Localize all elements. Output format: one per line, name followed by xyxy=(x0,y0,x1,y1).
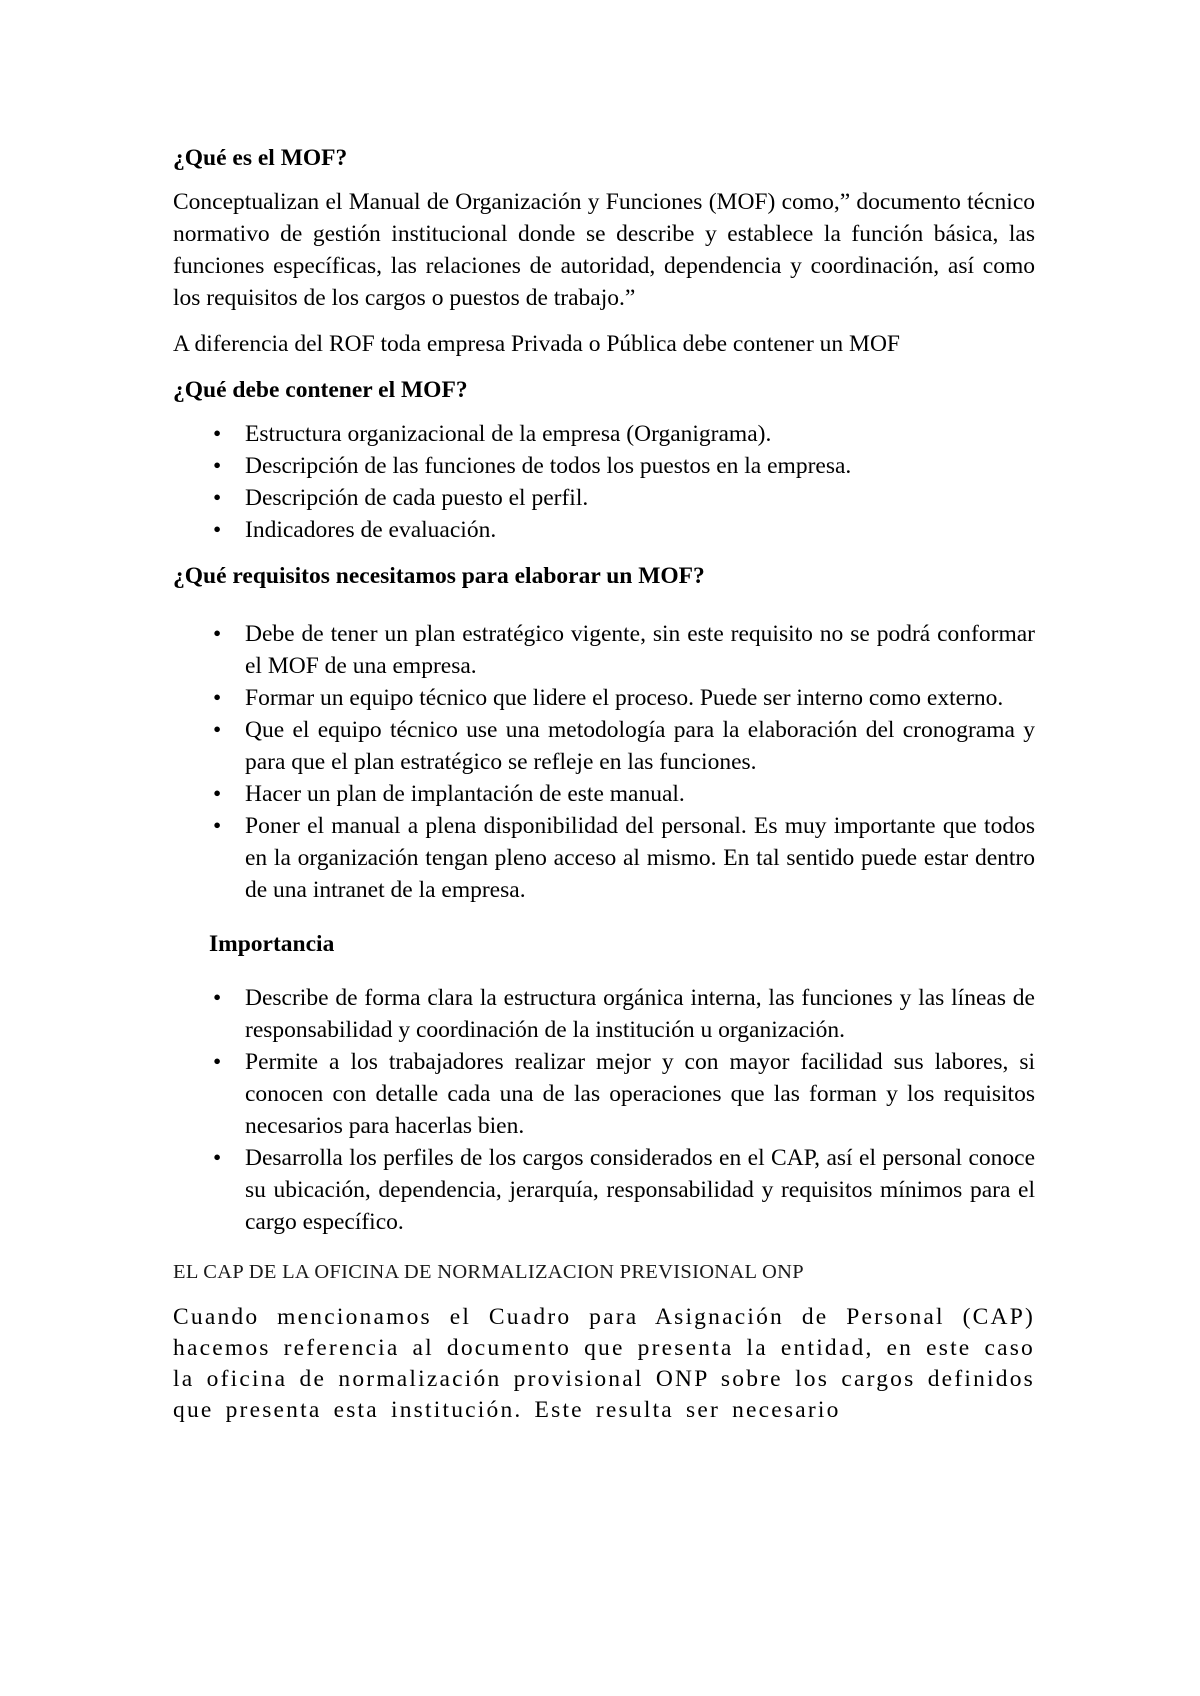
list-item: • Hacer un plan de implantación de este manual. xyxy=(173,778,1035,810)
list-item: • Desarrolla los perfiles de los cargos considerados en el CAP, así el personal conoce su ubicación, dependencia, jerarquía, responsabilidad y requisitos mínimos para el cargo específico. xyxy=(173,1142,1035,1238)
list-item: • Permite a los trabajadores realizar mejor y con mayor facilidad sus labores, si conocen con detalle cada una de las operaciones que las forman y los requisitos necesarios para hacerlas bien. xyxy=(173,1046,1035,1142)
list-item: • Descripción de cada puesto el perfil. xyxy=(173,482,1035,514)
paragraph-mof-definition: Conceptualizan el Manual de Organización y Funciones (MOF) como,” documento técnico normativo de gestión institucional donde se describe y establece la función básica, las funciones específicas, las relaciones de autoridad, dependencia y coordinación, así como los requisitos de los cargos o puestos de trabajo.” xyxy=(173,189,1035,311)
list-item: • Formar un equipo técnico que lidere el proceso. Puede ser interno como externo. xyxy=(173,682,1035,714)
list-mof-contents xyxy=(173,418,1035,546)
list-item: • Estructura organizacional de la empresa (Organigrama). xyxy=(173,418,1035,450)
list-item: • Debe de tener un plan estratégico vigente, sin este requisito no se podrá conformar el MOF de una empresa. xyxy=(173,618,1035,682)
list-importancia xyxy=(173,982,1035,1238)
list-item: • Indicadores de evaluación. xyxy=(173,514,1035,546)
heading-requisitos: ¿Qué requisitos necesitamos para elaborar un MOF? xyxy=(173,563,705,589)
heading-cap-onp: EL CAP DE LA OFICINA DE NORMALIZACION PREVISIONAL ONP xyxy=(173,1261,804,1283)
list-item: • Descripción de las funciones de todos los puestos en la empresa. xyxy=(173,450,1035,482)
heading-que-debe-contener: ¿Qué debe contener el MOF? xyxy=(173,377,468,403)
document-page xyxy=(173,142,1035,1426)
paragraph-rof-note: A diferencia del ROF toda empresa Privada o Pública debe contener un MOF xyxy=(173,331,900,357)
list-item: • Describe de forma clara la estructura orgánica interna, las funciones y las líneas de responsabilidad y coordinación de la institución u organización. xyxy=(173,982,1035,1046)
list-requisitos xyxy=(173,618,1035,906)
heading-importancia: Importancia xyxy=(209,931,335,957)
list-item: • Que el equipo técnico use una metodología para la elaboración del cronograma y para que el plan estratégico se refleje en las funciones. xyxy=(173,714,1035,778)
list-item: • Poner el manual a plena disponibilidad del personal. Es muy importante que todos en la organización tengan pleno acceso al mismo. En tal sentido puede estar dentro de una intranet de la empresa. xyxy=(173,810,1035,906)
heading-que-es-mof: ¿Qué es el MOF? xyxy=(173,145,348,171)
paragraph-cap-description: Cuando mencionamos el Cuadro para Asignación de Personal (CAP) hacemos referencia al documento que presenta la entidad, en este caso la oficina de normalización provisional ONP sobre los cargos definidos que presenta esta institución. Este resulta ser necesario xyxy=(173,1304,1035,1423)
